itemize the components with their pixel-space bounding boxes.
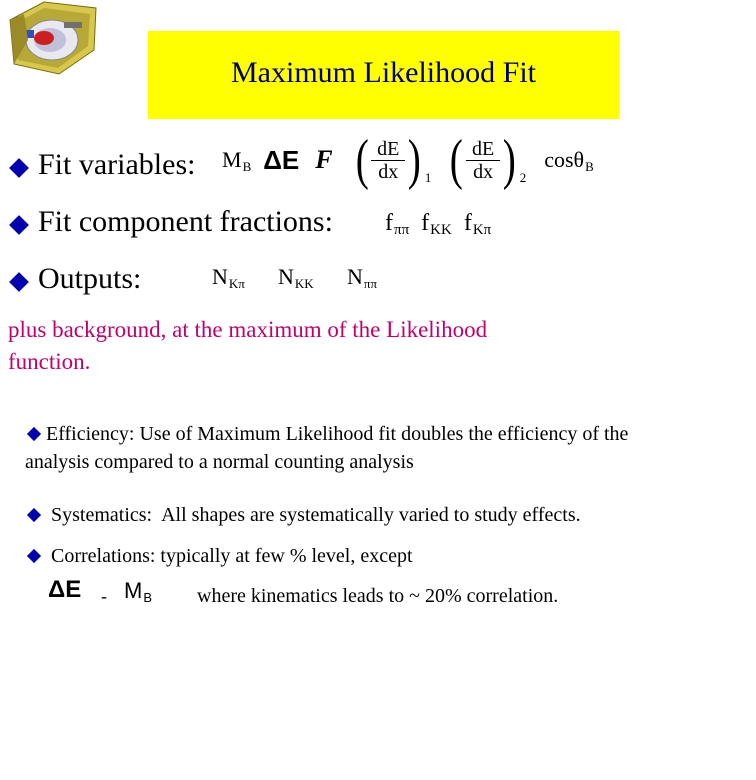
page-title: Maximum Likelihood Fit [231,56,536,89]
bullet-diamond-icon [9,272,29,292]
output-nkpi: NKπ [212,264,245,291]
bullet-diamond-icon [27,508,41,522]
detector-logo [4,0,98,78]
systematics-text: All shapes are systematically varied to study effects. [161,504,581,526]
fit-variables-formula [222,128,594,192]
delta-e-symbol: ΔE [263,144,300,175]
correlations-line: Correlations: typically at few % level, except [51,545,413,567]
cos-theta-symbol: cosθB [544,147,594,174]
derivative-1: ( $\frac{dE}{dx}$ ) 1 [355,129,432,191]
fraction-pipi: fππ [385,210,410,238]
fraction-kpi: fKπ [463,210,492,238]
systematics-line [51,501,581,529]
output-nkk: NKK [278,264,314,291]
fraction-kk: fKK [421,210,452,238]
corr-dash: - [101,586,107,606]
bullet-diamond-icon [27,549,41,563]
systematics-label: Systematics: [51,504,153,526]
output-npipi: Nππ [347,264,378,291]
efficiency-line-2: analysis compared to a normal counting analysis [25,451,414,473]
outputs-label: Outputs: [38,262,142,295]
fractions-formula [385,210,491,237]
fit-fractions-label: Fit component fractions: [38,205,333,238]
fit-variables-label: Fit variables: [38,148,196,181]
correlation-tail: where kinematics leads to ~ 20% correlation. [197,585,559,607]
f-symbol: F [315,145,333,174]
corr-mb-symbol: MB [124,578,152,605]
efficiency-line-1: Efficiency: Use of Maximum Likelihood fit doubles the efficiency of the [46,423,629,445]
bullet-diamond-icon [9,215,29,235]
corr-delta-e-symbol: ΔE [48,576,82,603]
bullet-diamond-icon [27,427,41,441]
bullet-diamond-icon [9,158,29,178]
background-note: plus background, at the maximum of the Likelihood function. [8,317,488,374]
mb-symbol: MB [222,147,252,174]
derivative-2: ( $\frac{dE}{dx}$ ) 2 [450,129,527,191]
